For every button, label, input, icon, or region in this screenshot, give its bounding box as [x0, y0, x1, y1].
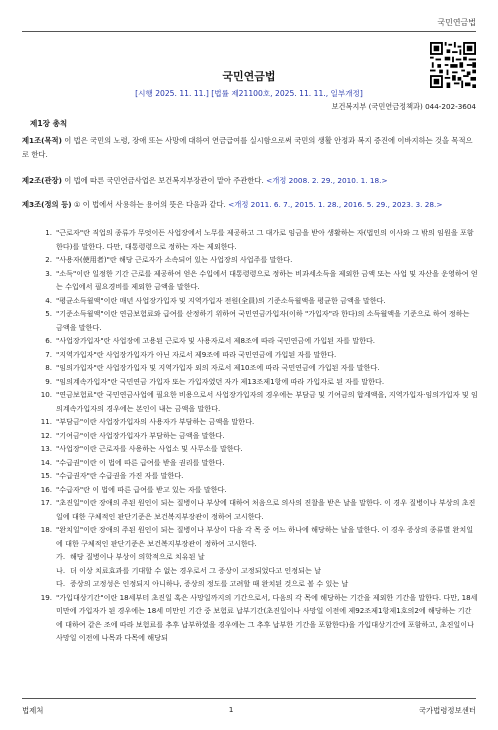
footer-rule: [22, 698, 476, 699]
list-item: 13. "사업장"이란 근로자를 사용하는 사업소 및 사무소를 말한다.: [40, 444, 243, 453]
list-item: 5. "기준소득월액"이란 연금보험료와 급여를 산정하기 위하여 국민연금가입자(이하 "가입자"라 한다)의 소득월액을 기준으로 하여 정하는 금액을 말한다.: [45, 309, 470, 332]
list-item: 19. "가입대상기간"이란 18세부터 초진일 혹은 사망일까지의 기간으로서, 다음의 각 목에 해당하는 기간을 제외한 기간을 말한다. 다만, 18세 미만에 가입자가 된 경우에는 18세 미만인 기간 중 보험료 납부기간(초진일이나 사망일 이전에 제92조제1항제1호의2에 해당하는 기간에 대하여 같은 조에 따라 보험료를 추후 납부하였을 경우에는 그 추후 납부한 기간을 포함한다)을 가입대상기간에 포함하고, 초진일이나 사망일 이전에 나목과 다목에 해당되: [40, 592, 478, 642]
list-item: 9. "임의계속가입자"란 국민연금 가입자 또는 가입자였던 자가 제13조제1항에 따라 가입자로 된 자를 말한다.: [45, 376, 385, 386]
sub-item: 가. 해당 질병이나 부상이 의학적으로 치유된 날: [56, 552, 205, 561]
article-1: [22, 134, 476, 162]
definition-list: [22, 226, 478, 645]
ministry-contact: 보건복지부 (국민연금정책과) 044-202-3604: [331, 102, 476, 111]
law-title: 국민연금법: [222, 70, 276, 83]
article-heading: 제1조(목적): [22, 136, 62, 145]
sub-item: 나. 더 이상 치료효과를 기대할 수 없는 경우로서 그 증상이 고정되었다고 인정되는 날: [56, 565, 321, 575]
article-heading: 제2조(관장): [22, 176, 62, 185]
list-item: 6. "사업장가입자"란 사업장에 고용된 근로자 및 사용자로서 제8조에 따라 국민연금에 가입된 자를 말한다.: [45, 336, 376, 345]
list-item: 2. "사용자(使用者)"란 해당 근로자가 소속되어 있는 사업장의 사업주를 말한다.: [45, 255, 293, 264]
article-heading: 제3조(정의 등): [22, 200, 72, 209]
footer-center-name: 국가법령정보센터: [418, 706, 476, 715]
article-text: 이 법은 국민의 노령, 장애 또는 사망에 대하여 연금급여를 실시함으로써 국민의 생활 안정과 복지 증진에 이바지하는 것을 목적으로 한다.: [22, 136, 473, 160]
article-2: [22, 174, 476, 188]
chapter-heading: 제1장 총칙: [30, 119, 68, 128]
list-item: 8. "임의가입자"란 사업장가입자 및 지역가입자 외의 자로서 제10조에 따라 국민연금에 가입된 자를 말한다.: [45, 363, 380, 372]
list-item: 18. "완치일"이란 장애의 주된 원인이 되는 질병이나 부상이 다음 각 목 중 어느 하나에 해당하는 날을 말한다. 이 경우 증상의 종류별 완치일에 대한 구체적인 판단기준은 보건복지부장관이 정하여 고시한다.: [40, 525, 474, 548]
list-item: 1. "근로자"란 직업의 종류가 무엇이든 사업장에서 노무를 제공하고 그 대가로 임금을 받아 생활하는 자(법인의 이사와 그 밖의 임원을 포함한다)를 말한다. 다만, 대통령령으로 정하는 자는 제외한다.: [45, 228, 474, 251]
article-3: [22, 198, 476, 212]
article-text: ① 이 법에서 사용하는 용어의 뜻은 다음과 같다.: [71, 200, 229, 209]
enforcement-info[interactable]: [시행 2025. 11. 11.] [법률 제21100호, 2025. 11. 11., 일부개정]: [135, 89, 363, 98]
page-number: 1: [228, 705, 234, 714]
list-item: 4. "평균소득월액"이란 매년 사업장가입자 및 지역가입자 전원(全員)의 기준소득월액을 평균한 금액을 말한다.: [45, 295, 386, 305]
article-text: 이 법에 따른 국민연금사업은 보건복지부장관이 맡아 주관한다.: [61, 176, 267, 185]
list-item: 10. "연금보험료"란 국민연금사업에 필요한 비용으로서 사업장가입자의 경우에는 부담금 및 기여금의 합계액을, 지역가입자·임의가입자 및 임의계속가입자의 경우에는 본인이 내는 금액을 말한다.: [40, 390, 478, 413]
header-rule: [22, 31, 476, 32]
amendment-note[interactable]: <개정 2008. 2. 29., 2010. 1. 18.>: [266, 176, 388, 185]
list-item: 17. "초진일"이란 장애의 주된 원인이 되는 질병이나 부상에 대하여 처음으로 의사의 진찰을 받은 날을 말한다. 이 경우 질병이나 부상의 초진일에 대한 구체적인 판단기준은 보건복지부장관이 정하여 고시한다.: [40, 498, 476, 521]
footer: [22, 705, 476, 716]
list-item: 12. "기여금"이란 사업장가입자가 부담하는 금액을 말한다.: [40, 430, 225, 440]
list-item: 14. "수급권"이란 이 법에 따른 급여를 받을 권리를 말한다.: [40, 457, 225, 467]
footer-source: 법제처: [22, 706, 44, 715]
list-item: 3. "소득"이란 일정한 기간 근로를 제공하여 얻은 수입에서 대통령령으로 정하는 비과세소득을 제외한 금액 또는 사업 및 자산을 운영하여 얻는 수입에서 필요경비를 제외한 금액을 말한다.: [45, 268, 478, 291]
list-item: 7. "지역가입자"란 사업장가입자가 아닌 자로서 제9조에 따라 국민연금에 가입된 자를 말한다.: [45, 349, 337, 359]
header-law-name: 국민연금법: [437, 18, 476, 27]
sub-item: 다. 증상의 고정성은 인정되지 아니하나, 증상의 정도를 고려할 때 완치된 것으로 볼 수 있는 날: [56, 579, 349, 588]
list-item: 16. "수급자"란 이 법에 따른 급여를 받고 있는 자를 말한다.: [40, 484, 227, 494]
amendment-note[interactable]: <개정 2011. 6. 7., 2015. 1. 28., 2016. 5. 29., 2023. 3. 28.>: [228, 200, 443, 209]
list-item: 11. "부담금"이란 사업장가입자의 사용자가 부담하는 금액을 말한다.: [40, 417, 255, 426]
list-item: 15. "수급권자"란 수급권을 가진 자를 말한다.: [40, 471, 184, 480]
